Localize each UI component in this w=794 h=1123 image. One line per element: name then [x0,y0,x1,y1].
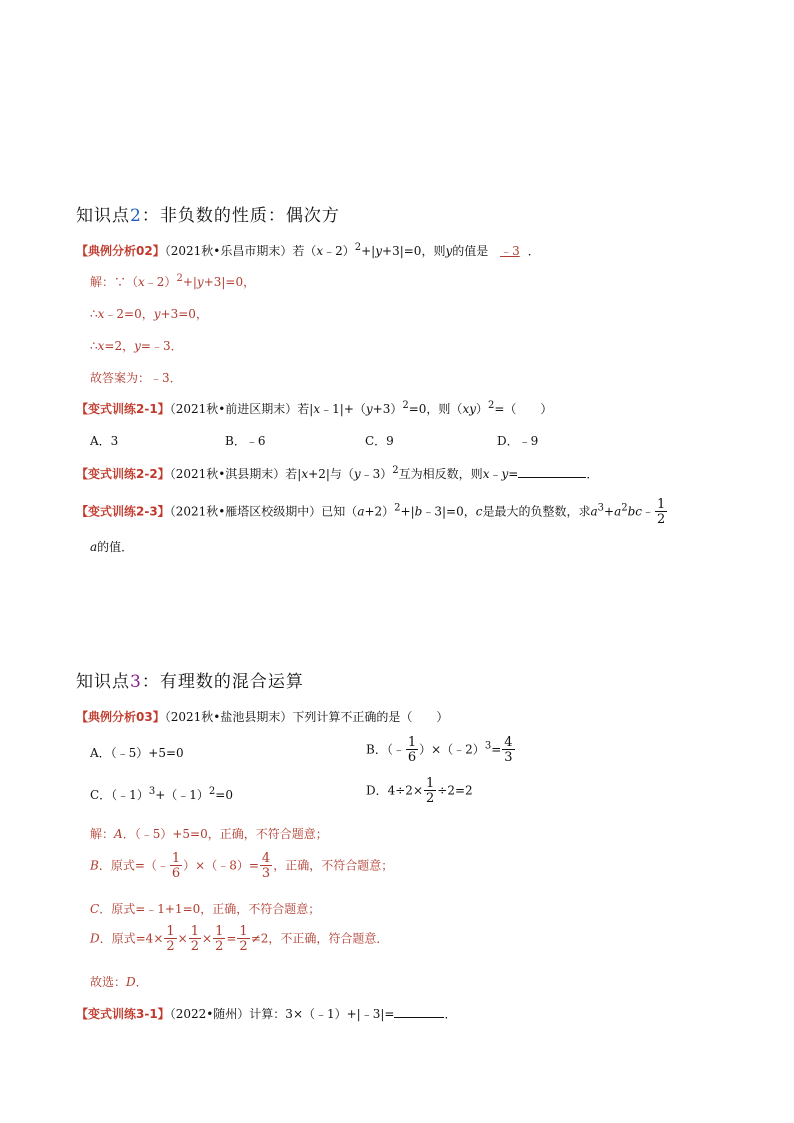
answer-blank [518,465,586,478]
answer-blank [394,1005,444,1018]
variant-2-2-question: 【变式训练2-2】（2021秋•淇县期末）若|x+2|与（y﹣3）$^2$互为相反数，则x﹣y= ． [76,465,599,481]
example-02-question: 【典例分析02】（2021秋•乐昌市期末）若（x﹣2）$^2$+|y+3|=0，则y的值是 ﹣3 ． [76,242,540,258]
solution-b: B．原式=（﹣ $\frac{1}{6}$ ）×（﹣8）= $\frac{4}{3}$ ，正确，不符合题意； [90,851,394,881]
variant-3-1-question: 【变式训练3-1】（2022•随州）计算：3×（﹣1）+|﹣3|= ． [76,1007,457,1021]
solution-a: 解：A．（﹣5）+5=0，正确，不符合题意； [90,827,328,841]
answer-blank: ﹣3 [500,244,520,258]
option-a: A．3 [90,434,119,448]
fraction-one-half: $\frac{1}{2}$ [657,497,666,527]
variant-2-3-question: 【变式训练2-3】（2021秋•雁塔区校级期中）已知$(a+2)^2+|b﹣3|=0$，c是最大的负整数，求$a^3+a^2bc﹣$ $\frac{1}{2}$ [76,497,666,527]
option-b: B．﹣6 [225,434,266,448]
solution-line-1: 解：∵（x﹣2）$^2$+|y+3|=0， [90,273,256,289]
section-number: 2 [130,206,142,226]
solution-final: 故选：D． [90,975,148,989]
example-03-question: 【典例分析03】（2021秋•盐池县期末）下列计算不正确的是（ ） [76,710,449,724]
solution-d: D．原式=4× $\frac{1}{2}$ × $\frac{1}{2}$ × $\frac{1}{2}$ = $\frac{1}{2}$ ≠2，不正确，符合题意． [90,924,389,954]
solution-line-2: ∴x﹣2=0，y+3=0， [90,307,208,321]
solution-line-3: ∴x=2，y=﹣3． [90,339,183,353]
solution-c: C．原式=﹣1+1=0，正确，不符合题意； [90,902,321,916]
variant-2-3-line2: a的值． [90,540,134,554]
option-c: C．（﹣1）$^3$+（﹣1）$^2$=0 [90,786,233,802]
variant-2-1-question: 【变式训练2-1】（2021秋•前进区期末）若$|x﹣1|+(y+3)^2=0$，则（xy）$^2$=（ ） [76,400,553,416]
section-heading-2: 知识点2：非负数的性质：偶次方 [76,206,340,226]
section-heading-3: 知识点3：有理数的混合运算 [76,672,304,692]
section-number: 3 [130,672,142,692]
option-c: C．9 [365,434,394,448]
option-d: D．4÷2× $\frac{1}{2}$ ÷2=2 [366,776,473,806]
solution-final: 故答案为：﹣3． [90,371,182,385]
option-d: D．﹣9 [497,434,539,448]
option-b: B．（﹣ $\frac{1}{6}$ ）×（﹣2）$^3$= $\frac{4}{3}$ [366,735,513,765]
option-a: A．（﹣5）+5=0 [90,746,184,760]
